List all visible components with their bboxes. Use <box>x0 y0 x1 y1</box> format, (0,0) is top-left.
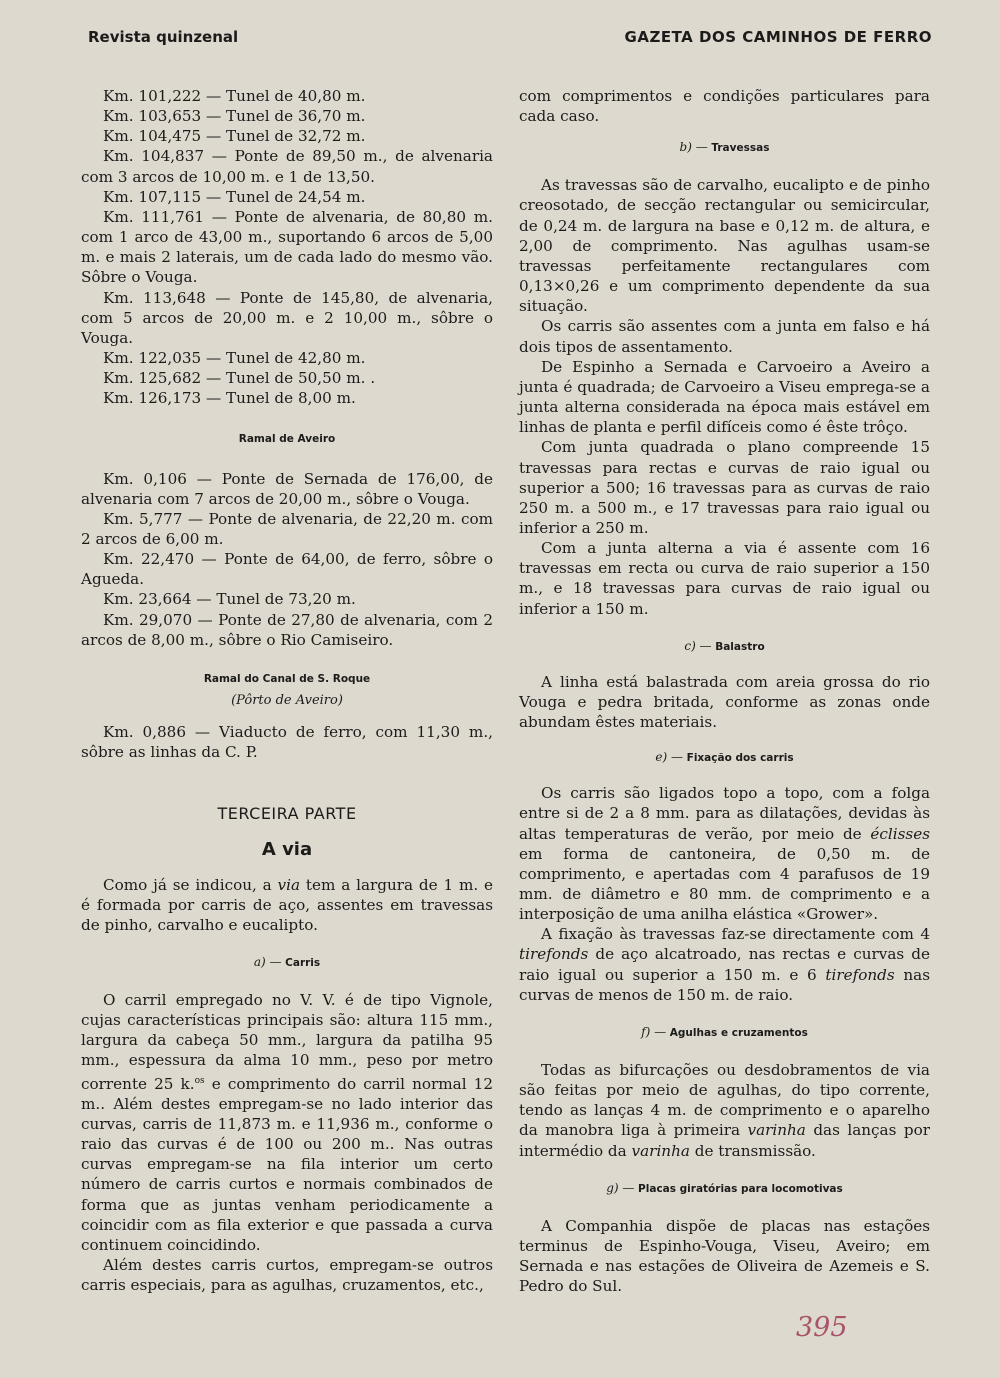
ramal-aveiro-title: Ramal de Aveiro <box>238 432 336 445</box>
km-entry: Km. 126,173 — Tunel de 8,00 m. <box>103 389 356 408</box>
carris-paragraph: O carril empregado no V. V. é de tipo Vignole, cujas características principais são: altura 115 mm., largura da cabeça 50 mm., largura da patilha 95 mm., espessura da alma 10 mm., peso por metro corrente 25 k.$^{os}$ e comprimento do carril normal 12 m.. Além destes empregam-se no lado interior das curvas, carris de 11,873 m. e 11,936 m., conforme o raio das curvas é de 100 ou 200 m.. Nas outras curvas empregam-se na fila interior um certo número de carris curtos e normais combinados de forma que as juntas venham periodicamente a coincidir com as fila exterior e que passada a curva continuem coincidindo. <box>81 991 494 1254</box>
travessas-paragraph: Com a junta alterna a via é assente com 16 travessas em recta ou curva de raio superior a 150 m., e 18 travessas para curvas de raio igual ou inferior a 150 m. <box>519 539 930 618</box>
travessas-paragraph: Os carris são assentes com a junta em falso e há dois tipos de assentamento. <box>519 317 930 356</box>
km-entry: Km. 125,682 — Tunel de 50,50 m. . <box>103 369 376 388</box>
ramal-canal-title: Ramal do Canal de S. Roque <box>203 672 371 685</box>
right-column <box>519 86 930 1296</box>
balastro-paragraph: A linha está balastrada com areia grossa do rio Vouga e pedra britada, conforme as zonas onde abundam êstes materiais. <box>519 672 930 732</box>
travessas-heading: b) — Travessas <box>679 140 770 155</box>
km-entry: Km. 29,070 — Ponte de 27,80 de alvenaria, com 2 arcos de 8,00 m., sôbre o Rio Camiseiro. <box>81 610 493 649</box>
fixacao-heading: e) — Fixação dos carris <box>655 750 794 765</box>
km-entry: Km. 113,648 — Ponte de 145,80, de alvenaria, com 5 arcos de 20,00 m. e 2 10,00 m., sôbre o Vouga. <box>81 288 493 347</box>
via-title: A via <box>261 839 313 861</box>
km-entry: Km. 111,761 — Ponte de alvenaria, de 80,80 m. com 1 arco de 43,00 m., suportando 6 arcos de 5,00 m. e mais 2 laterais, um de cada lado do mesmo vão. Sôbre o Vouga. <box>81 207 493 287</box>
placas-heading: g) — Placas giratórias para locomotivas <box>606 1180 843 1195</box>
km-entry: Km. 0,106 — Ponte de Sernada de 176,00, de alvenaria com 7 arcos de 20,00 m., sôbre o Vouga. <box>81 469 493 508</box>
part-title: TERCEIRA PARTE <box>217 804 357 824</box>
km-entry: Km. 0,886 — Viaducto de ferro, com 11,30 m., sôbre as linhas da C. P. <box>81 722 493 762</box>
header-right: GAZETA DOS CAMINHOS DE FERRO <box>624 28 932 46</box>
via-intro: Como já se indicou, a via tem a largura de 1 m. e é formada por carris de aço, assentes em travessas de pinho, carvalho e eucalipto. <box>81 875 493 934</box>
balastro-heading: c) — Balastro <box>684 638 765 653</box>
continuation-text: com comprimentos e condições particulares para cada caso. <box>519 87 930 126</box>
travessas-paragraph: Com junta quadrada o plano compreende 15 travessas para rectas e curvas de raio igual ou superior a 500; 16 travessas para as curvas de raio 250 m. a 500 m., e 17 travessas para raio igual ou inferior a 250 m. <box>519 438 930 537</box>
km-entry: Km. 22,470 — Ponte de 64,00, de ferro, sôbre o Agueda. <box>81 550 493 589</box>
km-entry: Km. 107,115 — Tunel de 24,54 m. <box>103 187 366 206</box>
travessas-paragraph: De Espinho a Sernada e Carvoeiro a Aveiro a junta é quadrada; de Carvoeiro a Viseu emprega-se a junta alterna considerada na época mais estável em linhas de planta e perfil difíceis como é êste trôço. <box>519 357 930 437</box>
travessas-paragraph: As travessas são de carvalho, eucalipto e de pinho creosotado, de secção rectangular ou semicircular, de 0,24 m. de largura na base e 0,12 m. de altura, e 2,00 de comprimento. Nas agulhas usam-se travessas perfeitamente rectangulares com 0,13×0,26 e um comprimento dependente da sua situação. <box>519 176 930 316</box>
header-left: Revista quinzenal <box>88 28 239 46</box>
left-column <box>81 86 493 1295</box>
km-entry: Km. 101,222 — Tunel de 40,80 m. <box>103 87 366 105</box>
fixacao-paragraph: Os carris são ligados topo a topo, com a folga entre si de 2 a 8 mm. para as dilatações, devidas às altas temperaturas de verão, por meio de éclisses em forma de cantoneira, de 0,50 m. de comprimento, e apertadas com 4 parafusos de 19 mm. de diâmetro e 80 mm. de comprimento e a interposição de uma anilha elástica «Grower». <box>519 784 930 924</box>
km-entry: Km. 104,837 — Ponte de 89,50 m., de alvenaria com 3 arcos de 10,00 m. e 1 de 13,50. <box>81 147 493 186</box>
agulhas-paragraph: Todas as bifurcações ou desdobramentos de via são feitas por meio de agulhas, do tipo corrente, tendo as lanças 4 m. de comprimento e o aparelho da manobra liga à primeira varinha das lanças por intermédio da varinha de transmissão. <box>519 1060 931 1160</box>
carris-paragraph: Além destes carris curtos, empregam-se outros carris especiais, para as agulhas, cruzamentos, etc., <box>81 1256 493 1295</box>
carris-heading: a) — Carris <box>253 955 321 969</box>
fixacao-paragraph: A fixação às travessas faz-se directamente com 4 tirefonds de aço alcatroado, nas rectas e curvas de raio igual ou superior a 150 m. e 6 tirefonds nas curvas de menos de 150 m. de raio. <box>519 925 930 1004</box>
km-entry: Km. 104,475 — Tunel de 32,72 m. <box>103 127 366 146</box>
ramal-canal-subtitle: (Pôrto de Aveiro) <box>231 692 343 708</box>
km-entry: Km. 103,653 — Tunel de 36,70 m. <box>103 107 366 126</box>
placas-paragraph: A Companhia dispõe de placas nas estações terminus de Espinho-Vouga, Viseu, Aveiro; em Sernada e nas estações de Oliveira de Azemeis e S. Pedro do Sul. <box>519 1216 930 1296</box>
km-entry: Km. 23,664 — Tunel de 73,20 m. <box>103 590 356 609</box>
agulhas-heading: f) — Agulhas e cruzamentos <box>641 1024 808 1039</box>
page-number: 395 <box>796 1312 848 1343</box>
km-entry: Km. 5,777 — Ponte de alvenaria, de 22,20 m. com 2 arcos de 6,00 m. <box>81 509 493 548</box>
km-entry: Km. 122,035 — Tunel de 42,80 m. <box>103 349 366 368</box>
